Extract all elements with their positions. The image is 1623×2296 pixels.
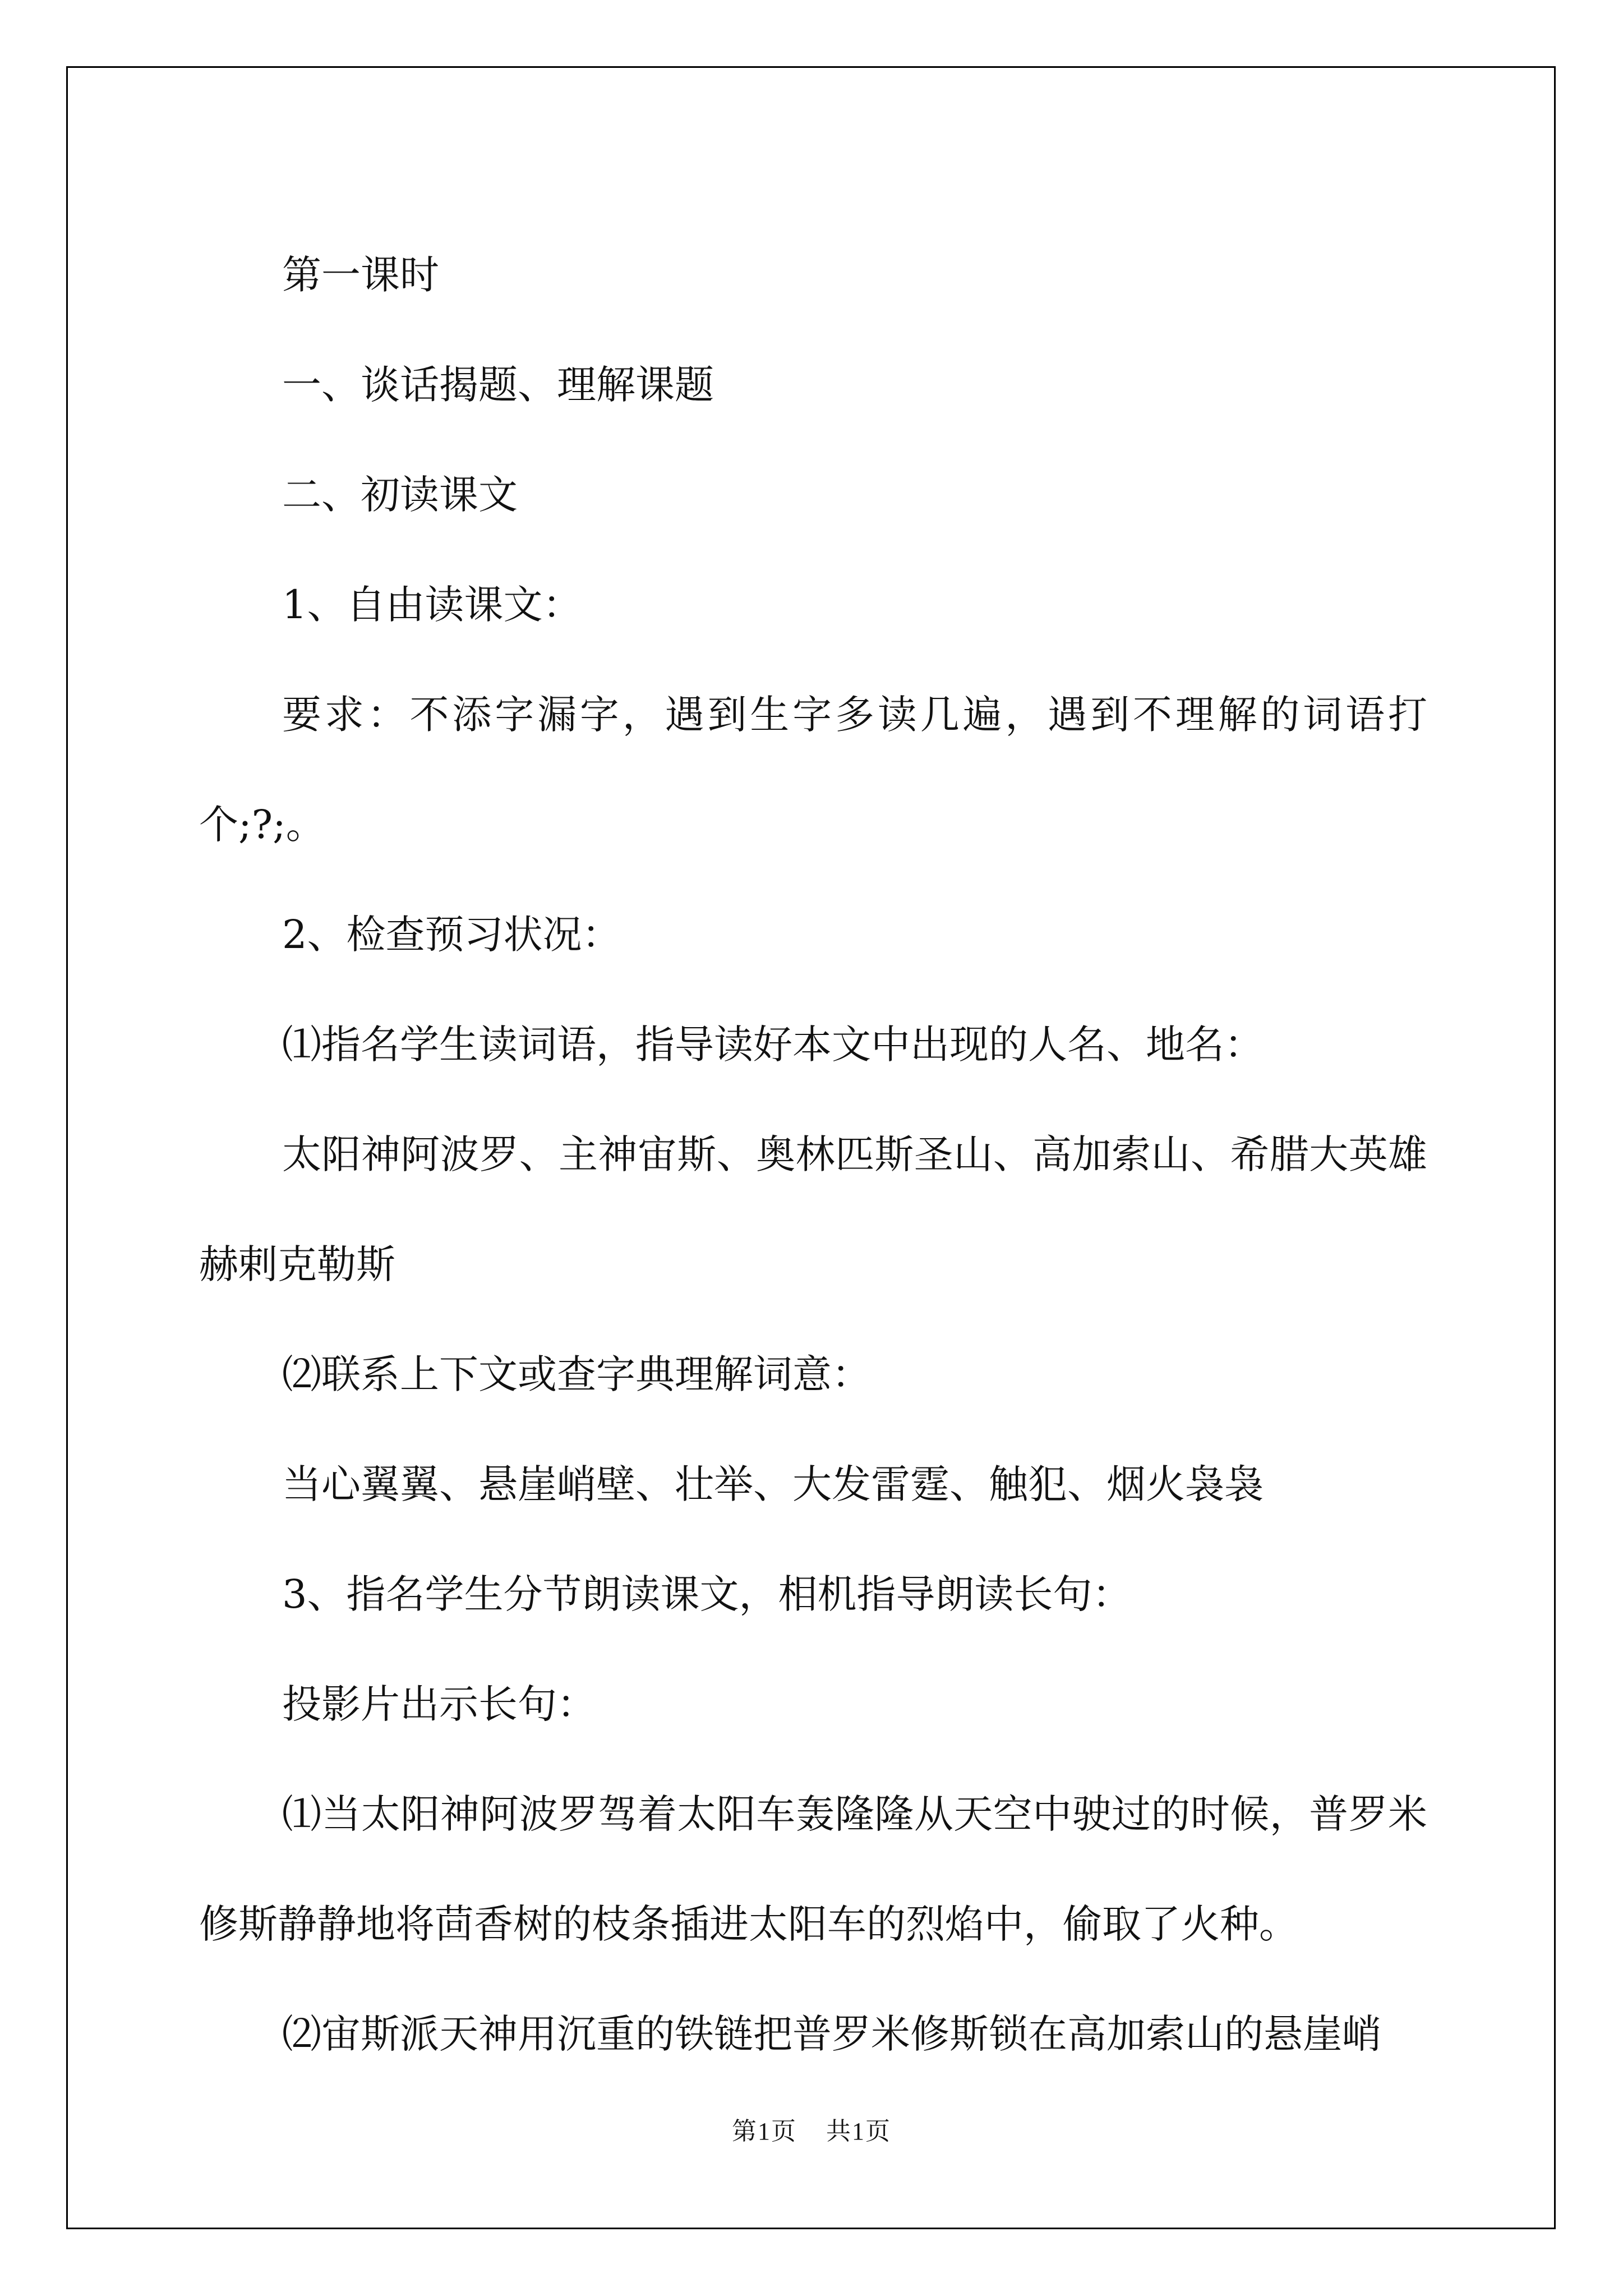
section-heading-1: 一、谈话揭题、理解课题	[282, 362, 714, 408]
page-number: 第1页	[732, 2118, 797, 2145]
sub-step-2: ⑵联系上下文或查字典理解词意：	[282, 1351, 871, 1397]
sub-step-1: ⑴指名学生读词语，指导读好本文中出现的人名、地名：	[282, 1022, 1264, 1068]
vocabulary-list: 当心翼翼、悬崖峭壁、壮举、大发雷霆、触犯、烟火袅袅	[282, 1461, 1264, 1507]
step-1: 1、自由读课文：	[282, 582, 582, 628]
step-3: 3、指名学生分节朗读课文，相机指导朗读长句：	[282, 1571, 1132, 1617]
long-sentence-2: ⑵宙斯派天神用沉重的铁链把普罗米修斯锁在高加索山的悬崖峭	[282, 2011, 1381, 2057]
lesson-heading: 第一课时	[282, 252, 439, 298]
section-heading-2: 二、初读课文	[282, 472, 518, 518]
step-2: 2、检查预习状况：	[282, 912, 621, 958]
document-body	[199, 220, 1427, 2089]
long-sentence-1: ⑴当太阳神阿波罗驾着太阳车轰隆隆从天空中驶过的时候，普罗米修斯静静地将茴香树的枝条插进太阳车的烈焰中，偷取了火种。	[199, 1791, 1427, 1947]
page-total: 共1页	[826, 2118, 891, 2145]
names-list: 太阳神阿波罗、主神宙斯、奥林匹斯圣山、高加索山、希腊大英雄赫剌克勒斯	[199, 1131, 1427, 1287]
long-sentence-intro: 投影片出示长句：	[282, 1681, 596, 1727]
page-footer	[0, 2111, 1623, 2147]
reading-requirement: 要求：不添字漏字，遇到生字多读几遍，遇到不理解的词语打个;?;。	[199, 692, 1427, 848]
